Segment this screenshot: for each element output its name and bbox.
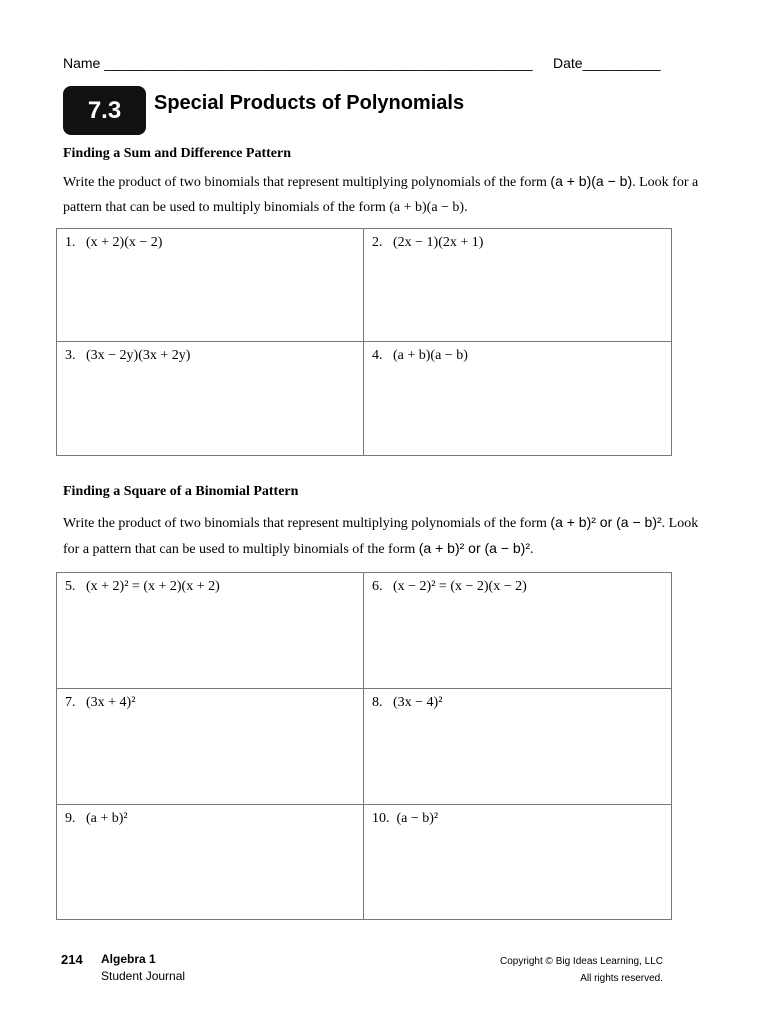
problem-cell[interactable] (364, 229, 671, 342)
instruction-text: . Look for a pattern that can be used to multiply binomials of the form (63, 175, 699, 215)
problem-number: 1. (65, 235, 76, 250)
copyright-text: Copyright © Big Ideas Learning, LLC (499, 956, 663, 967)
problem-cell[interactable] (57, 689, 364, 805)
book-title: Algebra 1 (101, 952, 156, 966)
form-expression: (a + b)² or (a − b)² (418, 540, 531, 556)
problem-expression: (x + 2)² = (x + 2)(x + 2) (86, 579, 220, 594)
problem-cell[interactable] (364, 342, 671, 455)
problem-number: 9. (65, 811, 76, 826)
problem-number: 10. (372, 811, 390, 826)
problem-number: 5. (65, 579, 76, 594)
instruction-text: . (530, 542, 534, 557)
date-field[interactable]: Date__________ (553, 55, 661, 71)
problem-expression: (3x − 2y)(3x + 2y) (86, 348, 191, 363)
problem-expression: (x + 2)(x − 2) (86, 235, 163, 250)
problem-expression: (a + b)² (86, 811, 128, 826)
section-heading-sum-difference: Finding a Sum and Difference Pattern (63, 146, 292, 161)
problem-cell[interactable] (364, 573, 671, 689)
problem-cell[interactable] (57, 229, 364, 342)
problem-expression: (3x − 4)² (393, 695, 443, 710)
problem-number: 7. (65, 695, 76, 710)
form-expression: (a + b)(a − b) (550, 173, 633, 189)
problem-cell[interactable] (57, 805, 364, 919)
problem-expression: (3x + 4)² (86, 695, 136, 710)
instruction-text: Write the product of two binomials that represent multiplying polynomials of the form (63, 175, 551, 190)
problem-expression: (a + b)(a − b) (393, 348, 468, 363)
book-info (101, 951, 185, 985)
instruction-text: Write the product of two binomials that represent multiplying polynomials of the form (63, 516, 551, 531)
instruction-text: . (464, 200, 468, 215)
problem-expression: (2x − 1)(2x + 1) (393, 235, 484, 250)
section-heading-square-binomial: Finding a Square of a Binomial Pattern (63, 484, 299, 499)
problem-grid-square-binomial (56, 572, 672, 920)
instruction-text: . Look for a pattern that can be used to multiply binomials of the form (63, 516, 699, 557)
section-number-badge: 7.3 (63, 86, 146, 135)
problem-cell[interactable] (57, 342, 364, 455)
problem-number: 8. (372, 695, 383, 710)
section-instructions-square-binomial (63, 510, 713, 562)
page-title: Special Products of Polynomials (154, 92, 465, 114)
problem-cell[interactable] (364, 805, 671, 919)
name-field[interactable]: Name _______________________________________________________ (63, 55, 533, 71)
problem-expression: (x − 2)² = (x − 2)(x − 2) (393, 579, 527, 594)
problem-grid-sum-difference (56, 228, 672, 456)
rights-text: All rights reserved. (580, 973, 663, 984)
problem-number: 6. (372, 579, 383, 594)
section-instructions-sum-difference (63, 169, 713, 220)
copyright-notice (500, 953, 663, 987)
page-number: 214 (61, 952, 83, 967)
problem-number: 2. (372, 235, 383, 250)
problem-cell[interactable] (57, 573, 364, 689)
problem-number: 4. (372, 348, 383, 363)
problem-expression: (a − b)² (396, 811, 439, 826)
form-expression: (a + b)² or (a − b)² (550, 514, 662, 530)
book-subtitle: Student Journal (101, 969, 186, 983)
problem-cell[interactable] (364, 689, 671, 805)
form-expression: (a + b)(a − b) (389, 200, 465, 215)
problem-number: 3. (65, 348, 76, 363)
